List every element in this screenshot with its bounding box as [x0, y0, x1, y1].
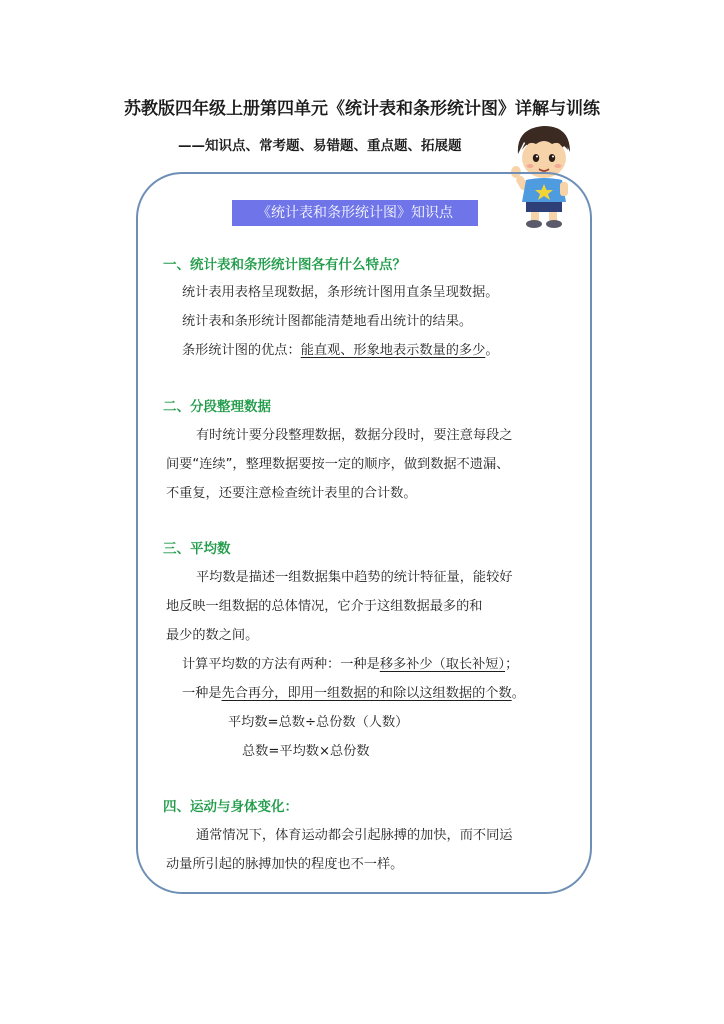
- heading-features: 一、统计表和条形统计图各有什么特点？: [163, 257, 406, 273]
- underlined-text: 先合再分，即用一组数据的和除以这组数据的个数: [221, 686, 512, 701]
- section-banner: 《统计表和条形统计图》知识点: [232, 200, 478, 226]
- underlined-text: 能直观、形象地表示数量的多少: [300, 343, 486, 358]
- heading-exercise: 四、运动与身体变化：: [163, 799, 298, 815]
- text-line: 间要“连续”，整理数据要按一定的顺序，做到数据不遗漏、: [166, 457, 510, 472]
- heading-average: 三、平均数: [163, 541, 231, 557]
- text-line: 统计表用表格呈现数据，条形统计图用直条呈现数据。: [182, 285, 499, 300]
- text-line: 有时统计要分段整理数据，数据分段时，要注意每段之: [196, 428, 513, 443]
- text-line: 最少的数之间。: [166, 628, 259, 643]
- text-line: [182, 653, 518, 672]
- underlined-text: 移多补少（取长补短）: [379, 657, 506, 672]
- heading-grouping: 二、分段整理数据: [163, 399, 271, 415]
- text-line: 动量所引起的脉搏加快的程度也不一样。: [166, 857, 404, 872]
- text-line: [182, 682, 525, 701]
- text-line: 通常情况下，体育运动都会引起脉搏的加快，而不同运: [196, 828, 513, 843]
- text-line: [182, 339, 499, 358]
- text-span: 。: [485, 343, 499, 358]
- text-line: 地反映一组数据的总体情况，它介于这组数据最多的和: [166, 599, 483, 614]
- document-title: 苏教版四年级上册第四单元《统计表和条形统计图》详解与训练: [124, 99, 600, 119]
- text-line: 不重复，还要注意检查统计表里的合计数。: [166, 486, 417, 501]
- text-span: 计算平均数的方法有两种：一种是: [182, 657, 380, 672]
- formula-total: 总数=平均数×总份数: [242, 744, 370, 759]
- document-subtitle: ——知识点、常考题、易错题、重点题、拓展题: [178, 138, 462, 154]
- text-line: 统计表和条形统计图都能清楚地看出统计的结果。: [182, 314, 473, 329]
- text-line: 平均数是描述一组数据集中趋势的统计特征量，能较好: [196, 570, 513, 585]
- text-span: ；: [505, 657, 519, 672]
- text-span: 一种是: [182, 686, 222, 701]
- formula-average: 平均数=总数÷总份数（人数）: [228, 715, 409, 730]
- text-span: 。: [511, 686, 525, 701]
- text-span: 条形统计图的优点：: [182, 343, 301, 358]
